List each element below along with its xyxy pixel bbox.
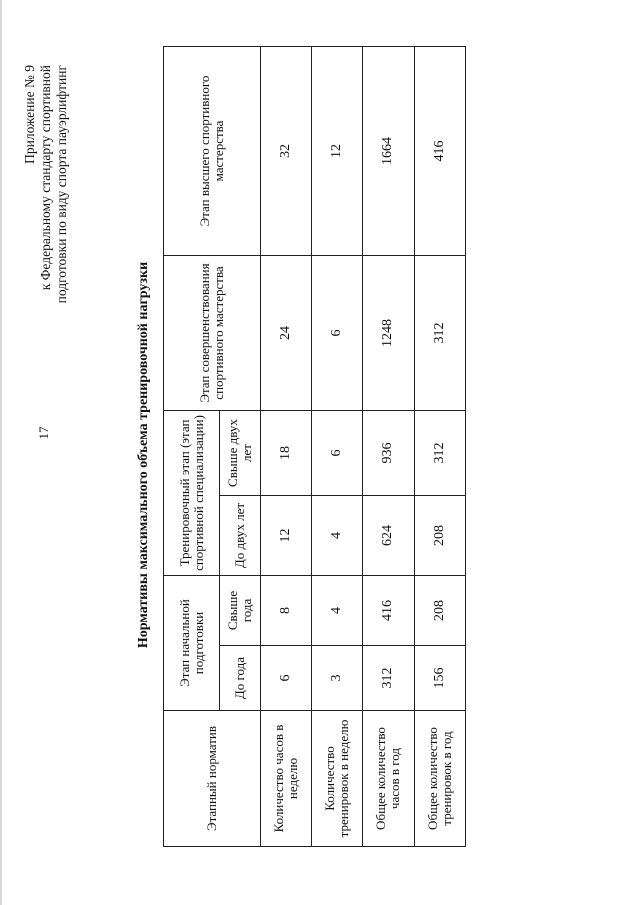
header-highest-stage: Этап высшего спортивного мастерства [164,47,261,256]
table-cell: 12 [260,496,311,576]
table-cell: 312 [414,256,465,411]
header-improvement-stage: Этап совершенствования спортивного мастерства [164,256,261,411]
table-row [363,47,414,847]
table-row [260,47,311,847]
appendix-header [22,65,70,365]
header-initial-stage: Этап начальной подготовки [164,576,220,711]
row-label: Количество тренировок в неделю [311,711,362,847]
table-cell: 6 [260,646,311,711]
subheader-over-two-years: Свыше двух лет [220,411,260,496]
row-label: Общее количество часов в год [363,711,414,847]
table-cell: 624 [363,496,414,576]
row-label: Количество часов в неделю [260,711,311,847]
table-row [311,47,362,847]
training-load-table [163,46,466,847]
table-header-row [164,47,220,847]
table-cell: 416 [414,47,465,256]
table-cell: 6 [311,411,362,496]
table-cell: 1248 [363,256,414,411]
appendix-line-1: Приложение № 9 [22,65,37,164]
subheader-over-year: Свыше года [220,576,260,646]
table-cell: 4 [311,496,362,576]
table-cell: 18 [260,411,311,496]
table-cell: 208 [414,576,465,646]
table-cell: 936 [363,411,414,496]
document-title: Нормативы максимального объема тренировочной нагрузки [136,261,151,649]
table-row [414,47,465,847]
row-label: Общее количество тренировок в год [414,711,465,847]
table-cell: 12 [311,47,362,256]
table-cell: 4 [311,576,362,646]
table-cell: 416 [363,576,414,646]
table-cell: 208 [414,496,465,576]
subheader-up-to-year: До года [220,646,260,711]
table-cell: 24 [260,256,311,411]
table-cell: 3 [311,646,362,711]
table-cell: 312 [414,411,465,496]
header-stage-norm: Этапный норматив [164,711,261,847]
subheader-up-to-two-years: До двух лет [220,496,260,576]
table-cell: 312 [363,646,414,711]
appendix-line-2: к Федеральному стандарту спортивной [38,65,53,291]
table-cell: 32 [260,47,311,256]
header-training-stage: Тренировочный этап (этап спортивной специализации) [164,411,220,576]
table-cell: 8 [260,576,311,646]
table-cell: 1664 [363,47,414,256]
table-cell: 156 [414,646,465,711]
table-cell: 6 [311,256,362,411]
appendix-line-3: подготовки по виду спорта пауэрлифтинг [54,65,69,304]
page-number: 17 [36,426,51,440]
